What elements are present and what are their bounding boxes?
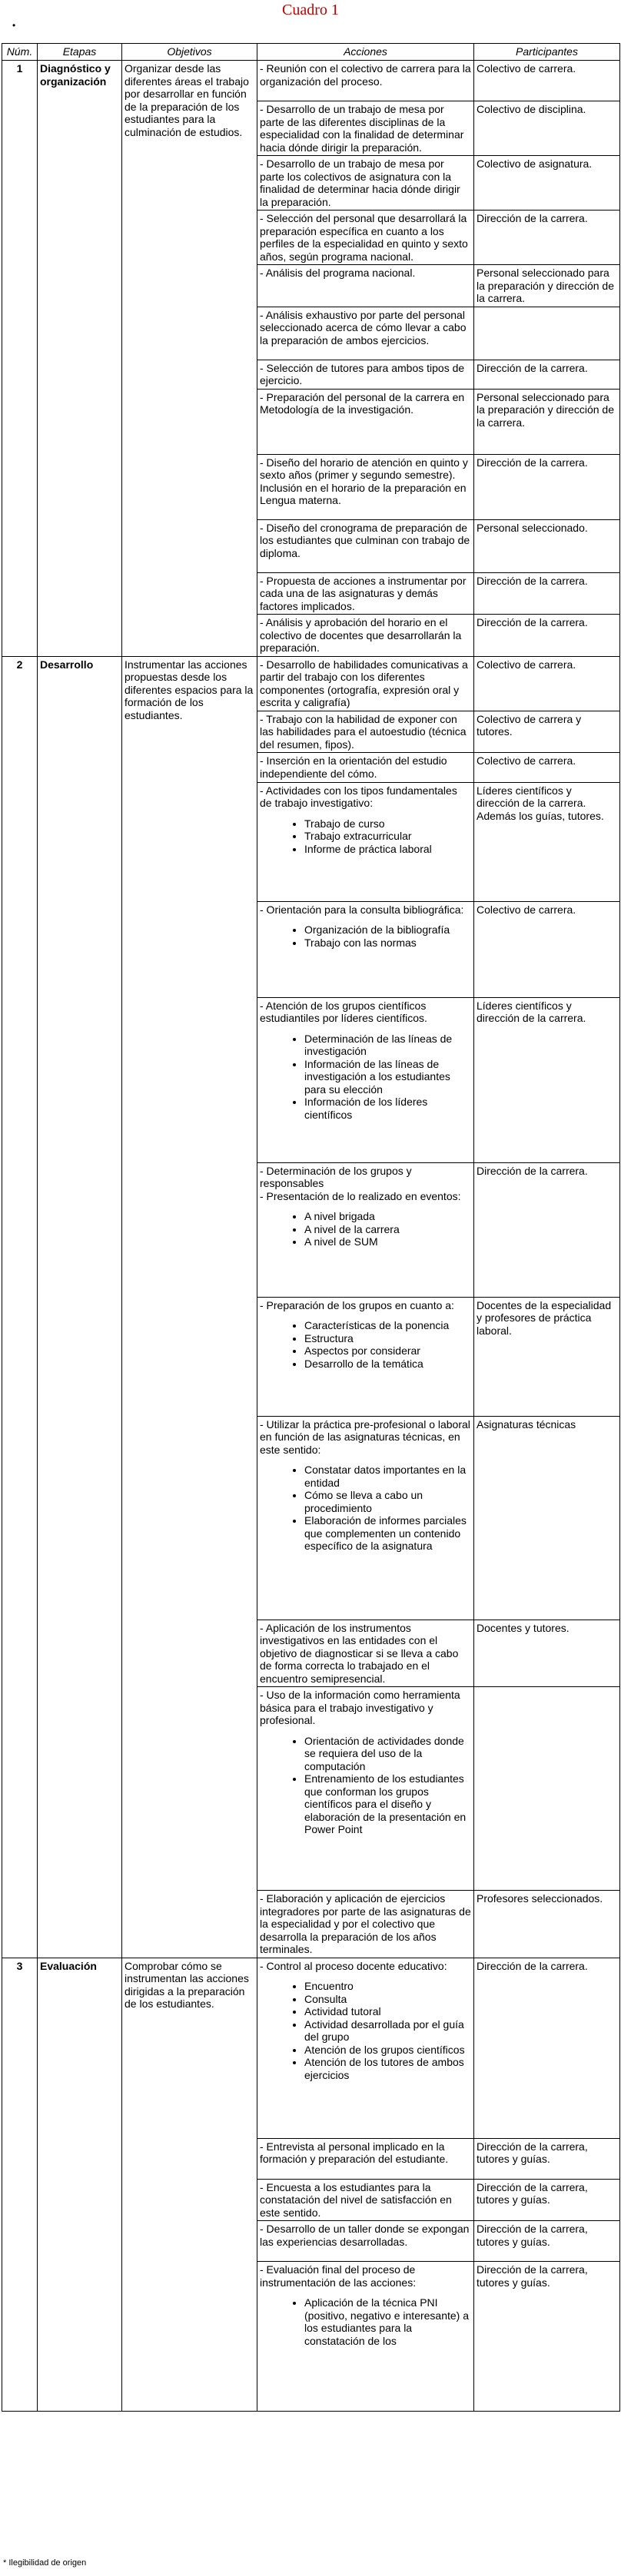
action-subitem: • Organización de la bibliografía	[304, 923, 471, 937]
action-cell	[257, 389, 474, 454]
action-subitem: • Trabajo con las normas	[304, 937, 471, 950]
action-cell	[257, 753, 474, 782]
action-subitem: • Orientación de actividades donde se requiera del uso de la computación	[304, 1735, 471, 1773]
stage-objective: Organizar desde las diferentes áreas el trabajo por desarrollar en función de la preparación de los estudiantes para la culminación de estudios.	[122, 61, 257, 657]
action-text: - Desarrollo de un trabajo de mesa por parte de las diferentes disciplinas de la especialidad con la finalidad de determinar hacia dónde dirigir la preparación.	[260, 103, 464, 154]
action-subitem: • Aspectos por considerar	[304, 1344, 471, 1358]
participants-cell: Dirección de la carrera, tutores y guías.	[474, 2221, 620, 2262]
action-subitem: • Informe de práctica laboral	[304, 843, 471, 856]
action-cell	[257, 656, 474, 711]
stage-number: 2	[2, 656, 38, 1958]
participants-cell: Líderes científicos y dirección de la carrera.	[474, 997, 620, 1162]
action-cell	[257, 156, 474, 211]
action-subitem: • Constatar datos importantes en la entidad	[304, 1464, 471, 1489]
participants-cell: Colectivo de carrera.	[474, 61, 620, 101]
action-text: - Orientación para la consulta bibliográfica:	[260, 903, 464, 916]
action-cell	[257, 2179, 474, 2221]
action-cell	[257, 1620, 474, 1687]
participants-cell: Colectivo de disciplina.	[474, 101, 620, 156]
action-text: - Desarrollo de un trabajo de mesa por parte los colectivos de asignatura con la finalidad de determinar hacia dónde dirigir la preparación.	[260, 157, 460, 208]
table-title: Cuadro 1	[282, 2, 339, 18]
action-subitem: • Información de los líderes científicos	[304, 1096, 471, 1121]
action-sublist	[260, 1033, 471, 1122]
action-cell	[257, 101, 474, 156]
participants-cell: Dirección de la carrera.	[474, 360, 620, 389]
action-subitem: • Determinación de las líneas de investigación	[304, 1033, 471, 1058]
participants-cell: Líderes científicos y dirección de la carrera. Además los guías, tutores.	[474, 782, 620, 901]
stage-number: 1	[2, 61, 38, 657]
stage-name: Desarrollo	[38, 656, 122, 1958]
header-num: Núm.	[2, 44, 38, 61]
action-sublist	[260, 1319, 471, 1370]
stage-name: Evaluación	[38, 1958, 122, 2412]
participants-cell	[474, 1687, 620, 1891]
action-text: - Reunión con el colectivo de carrera para la organización del proceso.	[260, 62, 471, 88]
action-cell	[257, 901, 474, 997]
action-text: - Uso de la información como herramienta básica para el trabajo investigativo y profesional.	[260, 1689, 460, 1727]
action-sublist	[260, 923, 471, 949]
action-text: - Utilizar la práctica pre-profesional o laboral en función de las asignaturas técnicas, en este sentido:	[260, 1417, 470, 1456]
action-text: - Elaboración y aplicación de ejercicios integradores por parte de las asignaturas de la especialidad y por el colectivo que desarrolla la preparación de los años terminales.	[260, 1892, 471, 1956]
action-cell	[257, 1416, 474, 1620]
action-text: - Trabajo con la habilidad de exponer con las habilidades para el autoestudio (técnica del resumen, fipos).	[260, 712, 467, 751]
action-subitem: • A nivel de la carrera	[304, 1223, 471, 1236]
action-text: - Determinación de los grupos y responsables	[260, 1164, 412, 1190]
action-subitem: • Características de la ponencia	[304, 1319, 471, 1332]
table-header-row	[2, 44, 620, 61]
action-text: - Propuesta de acciones a instrumentar por cada una de las asignaturas y demás factores implicados.	[260, 574, 467, 612]
action-cell	[257, 454, 474, 519]
action-text: - Diseño del horario de atención en quinto y sexto años (primer y segundo semestre). Inclusión en el horario de la preparación en Lengua materna.	[260, 456, 468, 507]
participants-cell: Dirección de la carrera.	[474, 1958, 620, 2138]
action-subitem: • A nivel brigada	[304, 1210, 471, 1223]
action-cell	[257, 519, 474, 572]
action-cell	[257, 1297, 474, 1416]
action-cell	[257, 307, 474, 360]
action-text: - Control al proceso docente educativo:	[260, 1959, 447, 1972]
action-text: - Aplicación de los instrumentos investigativos en las entidades con el objetivo de diagnosticar si se lleva a cabo de forma correcta lo trabajado en el encuentro semipresencial.	[260, 1621, 459, 1685]
action-cell	[257, 360, 474, 389]
participants-cell: Dirección de la carrera.	[474, 454, 620, 519]
stray-bullet: •	[12, 20, 16, 31]
action-subitem: • A nivel de SUM	[304, 1235, 471, 1248]
action-cell	[257, 2221, 474, 2262]
table-row	[2, 656, 620, 711]
participants-cell: Profesores seleccionados.	[474, 1891, 620, 1958]
action-cell	[257, 1958, 474, 2138]
participants-cell: Dirección de la carrera.	[474, 1162, 620, 1297]
action-sublist	[260, 2296, 471, 2347]
action-text: - Diseño del cronograma de preparación de los estudiantes que culminan con trabajo de diploma.	[260, 521, 470, 559]
action-cell	[257, 1891, 474, 1958]
header-objetivos: Objetivos	[122, 44, 257, 61]
action-cell	[257, 1162, 474, 1297]
action-subitem: • Desarrollo de la temática	[304, 1358, 471, 1371]
action-subitem: • Trabajo extracurricular	[304, 830, 471, 843]
action-sublist	[260, 1735, 471, 1836]
participants-cell: Colectivo de carrera.	[474, 656, 620, 711]
action-text: - Análisis del programa nacional.	[260, 267, 416, 280]
action-subitem: • Atención de los tutores de ambos ejercicios	[304, 2056, 471, 2081]
table-row	[2, 1958, 620, 2138]
action-text: - Selección del personal que desarrollará la preparación específica en cuanto a los perfiles de la especialidad en quinto y sexto años, según programa nacional.	[260, 212, 468, 263]
participants-cell: Asignaturas técnicas	[474, 1416, 620, 1620]
action-subitem: • Trabajo de curso	[304, 817, 471, 830]
action-sublist	[260, 1980, 471, 2081]
action-subitem: • Atención de los grupos científicos	[304, 2044, 471, 2057]
action-subitem: • Aplicación de la técnica PNI (positivo, negativo e interesante) a los estudiantes para la constatación de los	[304, 2296, 471, 2347]
participants-cell: Colectivo de carrera.	[474, 901, 620, 997]
action-cell	[257, 61, 474, 101]
participants-cell: Dirección de la carrera, tutores y guías.	[474, 2179, 620, 2221]
header-etapas: Etapas	[38, 44, 122, 61]
action-subitem: • Consulta	[304, 1993, 471, 2006]
action-text: - Actividades con los tipos fundamentales de trabajo investigativo:	[260, 784, 457, 810]
action-subitem: • Elaboración de informes parciales que complementen un contenido específico de la asignatura	[304, 1514, 471, 1553]
action-text: - Preparación de los grupos en cuanto a:	[260, 1298, 454, 1311]
action-text: - Preparación del personal de la carrera en Metodología de la investigación.	[260, 390, 465, 416]
action-cell	[257, 711, 474, 753]
participants-cell: Personal seleccionado.	[474, 519, 620, 572]
stage-objective: Comprobar cómo se instrumentan las acciones dirigidas a la preparación de los estudiantes.	[122, 1958, 257, 2412]
participants-cell: Docentes de la especialidad y profesores de práctica laboral.	[474, 1297, 620, 1416]
action-text: - Análisis y aprobación del horario en el colectivo de docentes que desarrollarán la preparación.	[260, 616, 462, 655]
action-subitem: • Encuentro	[304, 1980, 471, 1993]
action-cell	[257, 572, 474, 615]
action-cell	[257, 782, 474, 901]
action-cell	[257, 1687, 474, 1891]
action-cell	[257, 2262, 474, 2412]
header-participantes: Participantes	[474, 44, 620, 61]
action-text: - Análisis exhaustivo por parte del personal seleccionado acerca de cómo llevar a cabo la preparación de ambos ejercicios.	[260, 308, 467, 346]
action-subitem: • Entrenamiento de los estudiantes que conforman los grupos científicos para el diseño y elaboración de la presentación en Power Point	[304, 1772, 471, 1836]
action-text: - Evaluación final del proceso de instrumentación de las acciones:	[260, 2263, 417, 2289]
action-text: - Selección de tutores para ambos tipos de ejercicio.	[260, 361, 465, 387]
action-subitem: • Información de las líneas de investigación a los estudiantes para su elección	[304, 1058, 471, 1096]
participants-cell: Dirección de la carrera.	[474, 572, 620, 615]
action-subitem: • Estructura	[304, 1332, 471, 1345]
action-subitem: • Actividad desarrollada por el guía del grupo	[304, 2018, 471, 2044]
action-subitem: • Cómo se lleva a cabo un procedimiento	[304, 1489, 471, 1514]
stage-name: Diagnóstico y organización	[38, 61, 122, 657]
participants-cell: Personal seleccionado para la preparación y dirección de la carrera.	[474, 265, 620, 307]
action-text: - Encuesta a los estudiantes para la constatación del nivel de satisfacción en este sentido.	[260, 2180, 452, 2219]
action-text: - Entrevista al personal implicado en la formación y preparación del estudiante.	[260, 2140, 449, 2166]
action-cell	[257, 211, 474, 265]
footnote: * Ilegibilidad de origen	[3, 2558, 87, 2568]
participants-cell: Dirección de la carrera.	[474, 211, 620, 265]
participants-cell: Colectivo de carrera.	[474, 753, 620, 782]
stage-number: 3	[2, 1958, 38, 2412]
action-text: - Desarrollo de un taller donde se expongan las experiencias desarrolladas.	[260, 2223, 470, 2248]
participants-cell: Dirección de la carrera.	[474, 615, 620, 657]
action-cell	[257, 997, 474, 1162]
participants-cell: Colectivo de asignatura.	[474, 156, 620, 211]
table-row	[2, 61, 620, 101]
action-text: - Inserción en la orientación del estudio independiente del cómo.	[260, 754, 447, 780]
participants-cell: Personal seleccionado para la preparación y dirección de la carrera.	[474, 389, 620, 454]
action-cell	[257, 2138, 474, 2179]
stages-table	[2, 43, 620, 2412]
action-text: - Atención de los grupos científicos estudiantiles por líderes científicos.	[260, 999, 427, 1025]
participants-cell	[474, 307, 620, 360]
participants-cell: Dirección de la carrera, tutores y guías.	[474, 2262, 620, 2412]
action-text-secondary: - Presentación de lo realizado en eventos:	[260, 1189, 461, 1202]
participants-cell: Dirección de la carrera, tutores y guías.	[474, 2138, 620, 2179]
action-cell	[257, 615, 474, 657]
action-sublist	[260, 1464, 471, 1553]
action-sublist	[260, 817, 471, 856]
action-subitem: • Actividad tutoral	[304, 2005, 471, 2018]
action-sublist	[260, 1210, 471, 1248]
stage-objective: Instrumentar las acciones propuestas desde los diferentes espacios para la formación de los estudiantes.	[122, 656, 257, 1958]
participants-cell: Colectivo de carrera y tutores.	[474, 711, 620, 753]
header-acciones: Acciones	[257, 44, 474, 61]
participants-cell: Docentes y tutores.	[474, 1620, 620, 1687]
action-cell	[257, 265, 474, 307]
action-text: - Desarrollo de habilidades comunicativas a partir del trabajo con los diferentes componentes (ortografía, expresión oral y escrita y caligrafía)	[260, 658, 468, 709]
